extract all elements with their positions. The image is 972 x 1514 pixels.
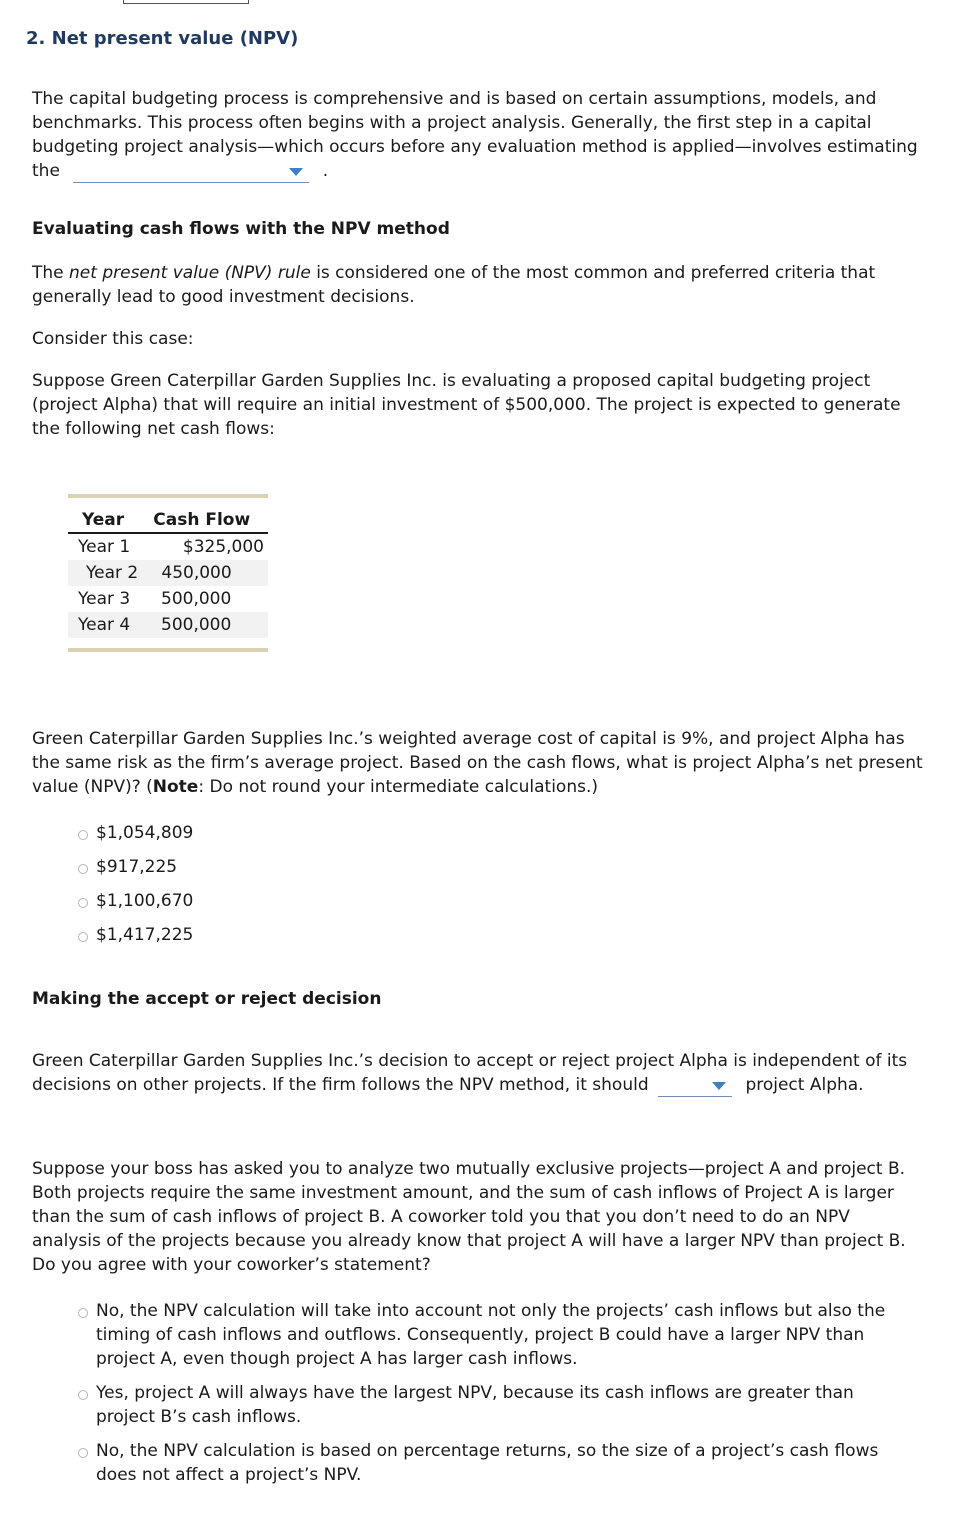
decision-section-heading: Making the accept or reject decision xyxy=(32,989,382,1009)
cell-cash-flow: 500,000 xyxy=(161,615,232,635)
npv-question-text: Green Caterpillar Garden Supplies Inc.’s weighted average cost of capital is 9%, and project Alpha has the same risk as the firm’s average project. Based on the cash flows, what is project Alpha’s net present value (NPV)? ( xyxy=(32,729,923,797)
consider-case: Consider this case: xyxy=(32,329,194,349)
agree-option-2[interactable]: Yes, project A will always have the largest NPV, because its cash inflows are greater than project B’s cash inflows. xyxy=(96,1383,854,1427)
npv-option-2[interactable]: $917,225 xyxy=(96,857,178,877)
cell-year: Year 3 xyxy=(78,589,131,609)
table-row xyxy=(68,586,268,612)
table-row xyxy=(68,560,268,586)
cell-year: Year 4 xyxy=(78,615,131,635)
cell-cash-flow: 500,000 xyxy=(161,589,232,609)
header-year: Year xyxy=(82,510,125,530)
mutually-exclusive-paragraph: Suppose your boss has asked you to analyze two mutually exclusive projects—project A and project B. Both projects require the same investment amount, and the sum of cash inflows of Project A is larger than the sum of cash inflows of project B. A coworker told you that you don’t need to do an NPV analysis of the projects because you already know that project A will have a larger NPV than project B. Do you agree with your coworker’s statement? xyxy=(32,1159,906,1275)
npv-option-radio-1[interactable] xyxy=(78,830,88,840)
agree-option-1[interactable]: No, the NPV calculation will take into account not only the projects’ cash inflows but also the timing of cash inflows and outflows. Consequently, project B could have a larger NPV than project A, even though project A has larger cash inflows. xyxy=(96,1301,886,1369)
cell-year: Year 1 xyxy=(78,537,131,557)
table-header-row xyxy=(68,508,268,534)
npv-rule-pre: The xyxy=(32,263,70,283)
intro-paragraph xyxy=(32,87,937,183)
decision-text-end: project Alpha. xyxy=(745,1075,864,1095)
npv-rule-paragraph xyxy=(32,261,937,309)
intro-period: . xyxy=(322,161,329,181)
cell-cash-flow: 450,000 xyxy=(161,563,232,583)
npv-question-paragraph xyxy=(32,727,932,799)
header-cash-flow: Cash Flow xyxy=(153,510,251,530)
agree-option-radio-1[interactable] xyxy=(78,1308,88,1318)
note-label: Note xyxy=(152,777,199,797)
npv-rule-term: net present value (NPV) rule xyxy=(69,263,311,283)
accept-reject-dropdown[interactable] xyxy=(658,1076,732,1097)
intro-text: The capital budgeting process is comprehensive and is based on certain assumptions, models, and benchmarks. This process often begins with a project analysis. Generally, the first step in a capital budgeting project analysis—which occurs before any evaluation method is applied—involves estimating the xyxy=(32,89,918,181)
agree-option-radio-2[interactable] xyxy=(78,1390,88,1400)
chevron-down-icon xyxy=(712,1082,726,1090)
question-title: 2. Net present value (NPV) xyxy=(26,28,299,49)
top-partial-box xyxy=(123,0,249,4)
case-paragraph: Suppose Green Caterpillar Garden Supplies Inc. is evaluating a proposed capital budgeting project (project Alpha) that will require an initial investment of $500,000. The project is expected to generate the following net cash flows: xyxy=(32,371,901,439)
npv-question-note: : Do not round your intermediate calculations.) xyxy=(198,777,599,797)
estimating-dropdown[interactable] xyxy=(73,162,309,183)
decision-paragraph xyxy=(32,1049,942,1097)
npv-option-3[interactable]: $1,100,670 xyxy=(96,891,194,911)
npv-rule-post: is considered one of the most common and preferred criteria that generally lead to good investment decisions. xyxy=(32,263,876,307)
npv-section-heading: Evaluating cash flows with the NPV method xyxy=(32,219,450,239)
decision-text: Green Caterpillar Garden Supplies Inc.’s decision to accept or reject project Alpha is independent of its decisions on other projects. If the firm follows the NPV method, it should xyxy=(32,1051,908,1095)
cash-flow-table xyxy=(68,494,268,652)
table-top-rule xyxy=(68,494,268,498)
agree-option-3[interactable]: No, the NPV calculation is based on percentage returns, so the size of a project’s cash flows does not affect a project’s NPV. xyxy=(96,1441,879,1485)
npv-option-4[interactable]: $1,417,225 xyxy=(96,925,194,945)
cell-year: Year 2 xyxy=(86,563,139,583)
npv-option-radio-3[interactable] xyxy=(78,898,88,908)
table-row xyxy=(68,534,268,560)
chevron-down-icon xyxy=(289,168,303,176)
npv-option-radio-2[interactable] xyxy=(78,864,88,874)
npv-option-1[interactable]: $1,054,809 xyxy=(96,823,194,843)
table-bottom-rule xyxy=(68,648,268,652)
table-row xyxy=(68,612,268,638)
npv-option-radio-4[interactable] xyxy=(78,932,88,942)
cell-cash-flow: $325,000 xyxy=(182,537,264,557)
agree-option-radio-3[interactable] xyxy=(78,1448,88,1458)
